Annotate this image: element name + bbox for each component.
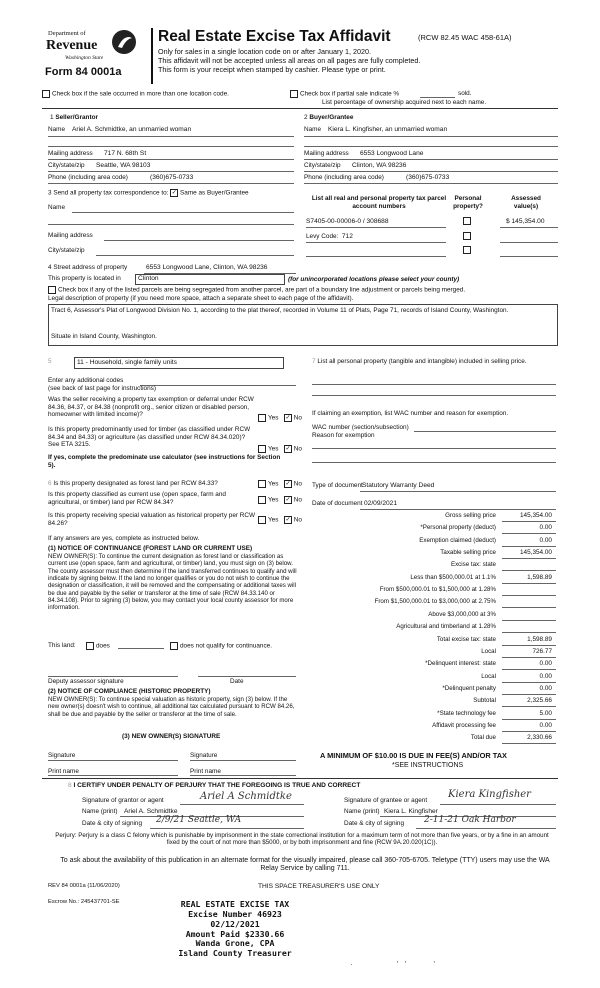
tax-row-underline (502, 719, 556, 720)
header-line2: This affidavit will not be accepted unless all areas on all pages are fully completed. (158, 56, 421, 65)
q1-text: Was the seller receiving a property tax exemption or deferral under RCW 84.36, 84.37, or 84.38 (nonprofit org., senior citizen or disabled person, homeowner with limited income)? (48, 396, 254, 419)
seller-city-label: City/state/zip (48, 162, 85, 169)
tax-row-underline (502, 657, 556, 658)
q2-text: Is this property predominantly used for timber (as classified under RCW 84.34 and 84.33) or agriculture (as classified under RCW 84.34.020)? See ETA 3215. (48, 426, 251, 449)
q2-no[interactable]: ✓ No (285, 445, 302, 453)
page-title: Real Estate Excise Tax Affidavit (158, 28, 391, 45)
new-owner-sig-heading: (3) NEW OWNER(S) SIGNATURE (122, 733, 221, 740)
sold-label: sold. (458, 90, 472, 97)
buyer-city-label: City/state/zip (304, 162, 341, 169)
tax-row-label: *Delinquent interest: state (425, 660, 496, 668)
q4-text: Is this property classified as current use (open space, farm and agricultural, or timber) land per RCW 84.34? (48, 491, 226, 506)
perjury-notice: Perjury: Perjury is a class C felony which is punishable by imprisonment in the state correctional institution for a maximum term of not more than five years, or by a fine in an amount fixed by the court of not more than $5000, or by both imprisonment and fine (RCW 9A.20.020(1C)). (55, 832, 549, 847)
assessed-value[interactable]: $ 145,354.00 (506, 218, 545, 225)
tax-row-value[interactable]: 726.77 (532, 647, 552, 655)
buyer-phone-label: Phone (including area code) (304, 174, 384, 181)
tax-row-underline (502, 632, 556, 633)
located-label: This property is located in (48, 275, 121, 282)
continuance-body: NEW OWNER(S): To continue the current designation as forest land or classification as current use (open space, farm and agricultural, or timber) land, you must sign on (3) below. The county assessor must then determine if the land transferred continues to qualify and will indicate by signing below. If the land no longer qualifies or you do not wish to continue the designation or classification, it will be removed and the compensating or additional taxes will be due and payable by the seller or transferor at the time of sale (RCW 84.33.140 or 84.34.108). Prior to signing (3) below, you may contact your local county assessor for more information. (48, 553, 297, 612)
buyer-city[interactable]: Clinton, WA 98236 (352, 162, 407, 169)
tax-corr-mailing-label: Mailing address (48, 232, 93, 239)
tax-row-label: Agricultural and timberland at 1.28% (396, 623, 496, 631)
escrow-number: Escrow No.: 245437701-SE (48, 899, 120, 905)
tax-row-value[interactable]: 1,598.89 (527, 635, 552, 643)
tax-row-label: Subtotal (473, 697, 496, 705)
tax-row-underline (502, 595, 556, 596)
q5-yes[interactable]: Yes (258, 516, 278, 524)
tax-corr-name-label: Name (48, 204, 66, 211)
dor-logo-icon (112, 30, 136, 54)
tax-row-underline (502, 682, 556, 683)
legal-label: Legal description of property (if you need more space, attach a separate sheet to each page of the affidavit). (48, 295, 354, 302)
doc-type[interactable]: Statutory Warranty Deed (362, 482, 435, 489)
personal-prop-check-1[interactable] (463, 217, 473, 225)
legal-description: Tract 6, Assessor's Plat of Longwood Division No. 1, according to the plat thereof, recorded in Volume 11 of Plats, Page 71, records of Island County, Washington. (51, 307, 509, 314)
tax-row-value[interactable]: 0.00 (539, 524, 552, 532)
header-line3: This form is your receipt when stamped by cashier. Please type or print. (158, 65, 386, 74)
tax-row-label: *Personal property (deduct) (420, 524, 496, 532)
assessed-header: Assessed value(s) (511, 195, 541, 210)
treasurer-stamp (150, 900, 320, 959)
this-land-label: This land: (48, 642, 76, 649)
seller-mailing[interactable]: 717 N. 68th St (104, 150, 147, 157)
tax-row-underline (502, 533, 556, 534)
stamp-line: Island County Treasurer (178, 948, 292, 959)
buyer-heading: 2 Buyer/Grantee (304, 114, 354, 121)
certify-heading: 8 I CERTIFY UNDER PENALTY OF PERJURY THAT THE FOREGOING IS TRUE AND CORRECT (68, 782, 361, 789)
grantee-name-label: Name (print) (344, 808, 380, 815)
stamp-line: Amount Paid $2330.66 (185, 928, 285, 939)
additional-codes-label: Enter any additional codes (48, 377, 124, 384)
tax-row-label: Gross selling price (445, 512, 496, 519)
grantor-name-label: Name (print) (82, 808, 118, 815)
barcode-marks: · ' ' ' (350, 960, 438, 969)
street-label: 4 Street address of property (48, 264, 128, 271)
treasurer-space: THIS SPACE TREASURER'S USE ONLY (258, 883, 380, 890)
seller-name-label: Name (48, 126, 66, 133)
reason-label: Reason for exemption (312, 432, 375, 439)
grantor-date-city[interactable]: 2/9/21 Seattle, WA (156, 815, 242, 825)
additional-codes-hint: (see back of last page for instructions) (48, 385, 156, 392)
tax-row-underline (502, 645, 556, 646)
tax-row-value[interactable]: 0.00 (539, 721, 552, 729)
rev-number: REV 84 0001a (11/06/2020) (48, 883, 120, 889)
seller-heading: 1 Seller/Grantor (50, 114, 98, 121)
compliance-heading: (2) NOTICE OF COMPLIANCE (HISTORIC PROPERTY) (48, 688, 211, 695)
continuance-heading: (1) NOTICE OF CONTINUANCE (FOREST LAND OR CURRENT USE) (48, 545, 253, 552)
personal-prop-check-3[interactable] (463, 246, 473, 254)
doc-date[interactable]: 02/09/2021 (364, 500, 398, 507)
seller-city[interactable]: Seattle, WA 98103 (96, 162, 151, 169)
tax-row-value[interactable]: 0.00 (539, 672, 552, 680)
doc-type-label: Type of document (312, 482, 363, 489)
exemption-label: If claiming an exemption, list WAC number and reason for exemption. (312, 410, 509, 417)
ownership-note: List percentage of ownership acquired next to each name. (322, 99, 487, 106)
tax-row-label: *Delinquent penalty (442, 684, 496, 692)
header-line1: Only for sales in a single location code on or after January 1, 2020. (158, 47, 371, 56)
tax-row-label: *State technology fee (437, 709, 496, 717)
tax-row-value[interactable]: 2,325.66 (527, 697, 552, 705)
q4-yes[interactable]: Yes (258, 496, 278, 504)
tax-row-label: Local (481, 647, 496, 655)
state-label: Washington State (65, 55, 104, 61)
tax-row-value[interactable]: 145,354.00 (520, 549, 552, 557)
grantor-name-print[interactable]: Ariel A. Schmidtke (124, 808, 178, 815)
dept-label: Department of (48, 30, 86, 37)
tax-row-label: Affidavit processing fee (432, 721, 496, 729)
q2b-text: If yes, complete the predominate use calculator (see instructions for Section 5). (48, 454, 281, 469)
tax-row-label: Total excise tax: state (436, 635, 496, 643)
owner-print-label-2: Print name (190, 768, 221, 775)
tax-corr-label: 3 Send all property tax correspondence to: ✓ Same as Buyer/Grantee (48, 189, 249, 197)
grantee-date-label: Date & city of signing (344, 820, 405, 827)
q3-yes[interactable]: Yes (258, 480, 278, 488)
grantor-sig-label: Signature of grantor or agent (82, 797, 164, 804)
revenue-label: Revenue (46, 38, 98, 53)
header-divider (151, 28, 153, 84)
use-code: 11 - Household, single family units (77, 359, 177, 366)
buyer-mailing[interactable]: 6553 Longwood Lane (360, 150, 424, 157)
grantee-date-city[interactable]: 2-11-21 Oak Harbor (424, 815, 516, 825)
tax-row-underline (502, 731, 556, 732)
located-value: Clinton (138, 275, 159, 282)
tax-row-value[interactable]: 145,354.00 (520, 512, 552, 519)
q1-yes[interactable]: Yes (258, 414, 278, 422)
property-street[interactable]: 6553 Longwood Lane, Clinton, WA 98236 (146, 264, 268, 271)
personal-prop-check-2[interactable] (463, 232, 473, 240)
tax-row-underline (502, 743, 556, 744)
tax-row-value[interactable]: 0.00 (539, 684, 552, 692)
minimum-due: A MINIMUM OF $10.00 IS DUE IN FEE(S) AND/OR TAX (320, 751, 507, 760)
doc-date-label: Date of document (312, 500, 363, 507)
buyer-name[interactable]: Kiera L. Kingfisher, an unmarried woman (328, 126, 448, 133)
personal-prop-list-label: 7 List all personal property (tangible and intangible) included in selling price. (312, 358, 527, 365)
deputy-date-label: Date (230, 678, 244, 685)
owner-signature-label-2: Signature (190, 752, 218, 759)
tax-row-underline (502, 620, 556, 621)
buyer-mailing-label: Mailing address (304, 150, 349, 157)
q5-text: Is this property receiving special valuation as historical property per RCW 84.26? (48, 512, 256, 527)
tax-row-label: From $1,500,000.01 to $3,000,000 at 2.75% (374, 598, 496, 606)
tax-row-value[interactable]: 2,330.66 (527, 734, 552, 742)
tax-row-label: Exemption claimed (deduct) (419, 536, 496, 544)
tax-corr-city-label: City/state/zip (48, 247, 85, 254)
alt-format-notice: To ask about the availability of this publication in an alternate format for the visually impaired, please call 360-705-6705. Teletype (TTY) users may use the WA Relay Service by calling 711. (60, 857, 550, 873)
tax-row-underline (502, 694, 556, 695)
stamp-line: Wanda Grone, CPA (195, 938, 275, 949)
buyer-phone[interactable]: (360)675-0733 (406, 174, 450, 181)
tax-row-underline (502, 546, 556, 547)
compliance-body: NEW OWNER(S): To continue special valuation as historic property, sign (3) below. If the new owner(s) doesn't wish to continue, all additional tax calculated pursuant to RCW 84.26, shall be due and payable by the seller or transferor at the time of sale. (48, 696, 295, 718)
title-ref: (RCW 82.45 WAC 458-61A) (418, 33, 512, 42)
owner-print-label-1: Print name (48, 768, 79, 775)
parcel-number[interactable]: S7405-00-00006-0 / 308688 (306, 218, 389, 225)
parcel-header: List all real and personal property tax parcel account numbers (311, 195, 447, 210)
tax-row-value[interactable]: 0.00 (539, 660, 552, 668)
does-not-check[interactable]: does not qualify for continuance. (170, 642, 272, 650)
seller-mailing-label: Mailing address (48, 150, 93, 157)
q3-no[interactable]: ✓ No (285, 480, 302, 488)
tax-row-value[interactable]: 1,598.89 (527, 573, 552, 581)
tax-row-underline (502, 669, 556, 670)
tax-row-label: Local (481, 672, 496, 680)
tax-row-label: Above $3,000,000 at 3% (428, 610, 496, 618)
section-5-marker: 5 (48, 358, 52, 365)
if-yes-note: If any answers are yes, complete as instructed below. (48, 535, 200, 542)
q5-no[interactable]: ✓ No (285, 516, 302, 524)
tax-row-label: Excise tax: state (450, 561, 496, 569)
tax-row-label: Taxable selling price (440, 549, 496, 557)
tax-row-underline (502, 558, 556, 559)
seller-name[interactable]: Ariel A. Schmidtke, an unmarried woman (72, 126, 192, 133)
tax-row-underline (502, 521, 556, 522)
tax-row-underline (502, 583, 556, 584)
tax-row-value[interactable]: 0.00 (539, 536, 552, 544)
grantee-sig-label: Signature of grantee or agent (344, 797, 428, 804)
unincorporated-note: (for unincorporated locations please select your county) (288, 276, 460, 283)
tax-row-underline (502, 607, 556, 608)
stamp-line: REAL ESTATE EXCISE TAX (180, 899, 290, 909)
q2-yes[interactable]: Yes (258, 445, 278, 453)
seller-phone-label: Phone (including area code) (48, 174, 128, 181)
owner-signature-label-1: Signature (48, 752, 76, 759)
multi-location-check[interactable]: Check box if the sale occurred in more than one location code. (42, 90, 229, 98)
segregated-check[interactable]: Check box if any of the listed parcels are being segregated from another parcel, are part of a boundary line adjustment or parcels being merged. (48, 286, 465, 294)
q3-text: 6 Is this property designated as forest land per RCW 84.33? (48, 480, 218, 487)
levy-code[interactable]: Levy Code: 712 (306, 233, 353, 240)
personal-prop-header: Personal property? (453, 195, 483, 210)
form-number: Form 84 0001a (45, 66, 122, 78)
wac-label: WAC number (section/subsection) (312, 424, 409, 431)
tax-row-label: From $500,000.01 to $1,500,000 at 1.28% (379, 586, 496, 594)
stamp-line: Excise Number 46923 (188, 908, 282, 919)
grantor-signature[interactable]: Ariel A Schmidtke (200, 791, 292, 802)
see-instructions: *SEE INSTRUCTIONS (392, 762, 464, 769)
tax-row-label: Total due (470, 734, 496, 742)
tax-row-label: Less than $500,000.01 at 1.1% (410, 573, 496, 581)
tax-row-underline (502, 706, 556, 707)
grantee-name-print[interactable]: Kiera L. Kingfisher (384, 808, 438, 815)
buyer-name-label: Name (304, 126, 322, 133)
partial-sale-check[interactable]: Check box if partial sale indicate % (290, 90, 399, 98)
legal-situate: Situate in Island County, Washington. (51, 333, 157, 340)
q1-no[interactable]: ✓ No (285, 414, 302, 422)
grantee-signature[interactable]: Kiera Kingfisher (448, 789, 531, 800)
tax-row-value[interactable]: 5.00 (539, 709, 552, 717)
deputy-sig-label: Deputy assessor signature (48, 678, 124, 685)
does-check[interactable]: does (86, 642, 110, 650)
q4-no[interactable]: ✓ No (285, 496, 302, 504)
stamp-line: 02/12/2021 (210, 918, 260, 929)
grantor-date-label: Date & city of signing (82, 820, 143, 827)
tax-row-underline (502, 570, 556, 571)
seller-phone[interactable]: (360)675-0733 (150, 174, 194, 181)
